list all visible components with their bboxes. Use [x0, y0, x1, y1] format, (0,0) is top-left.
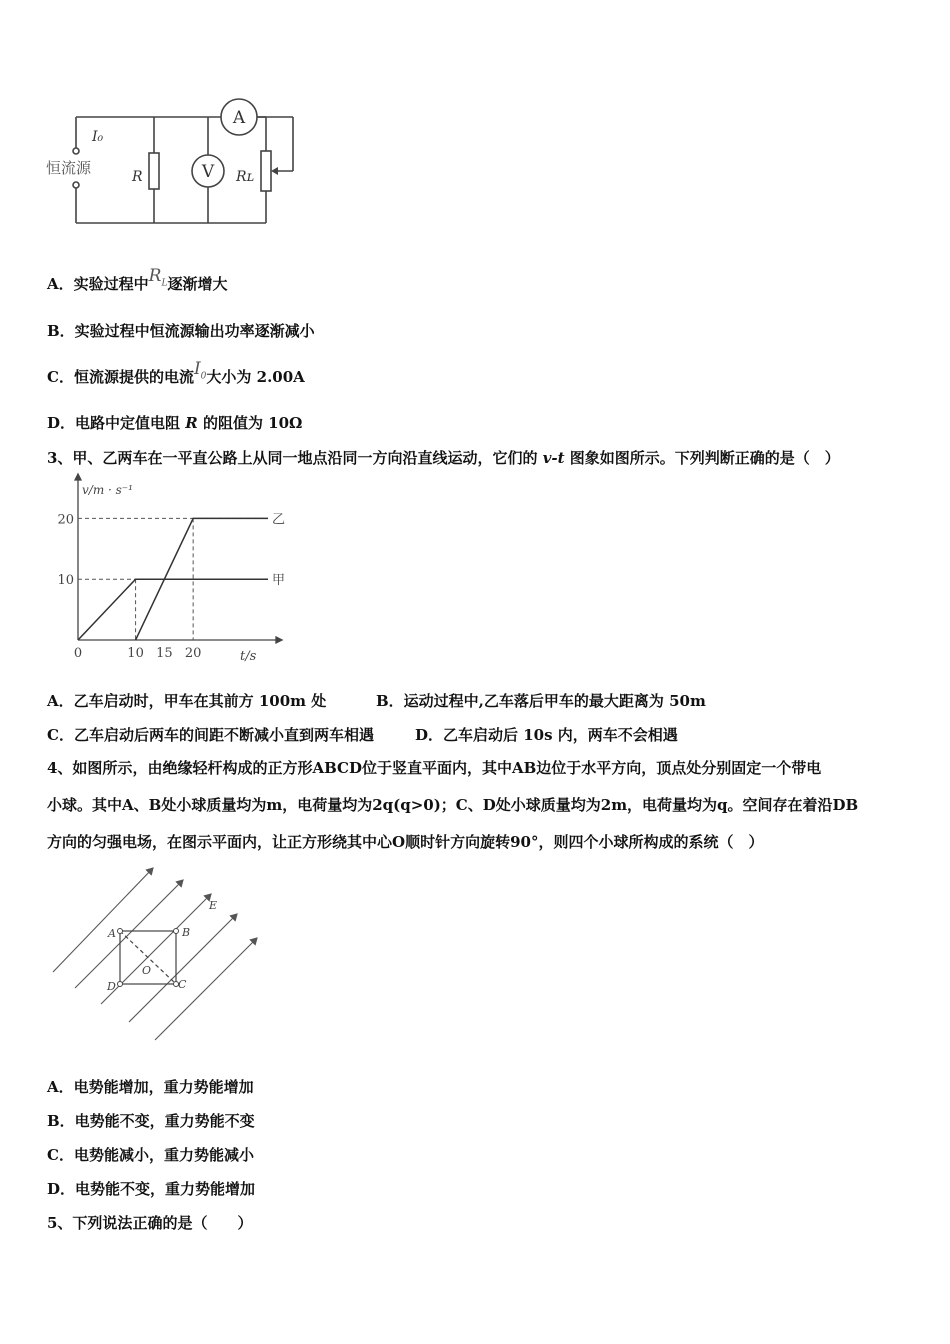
rl-symbol: $R_L$	[148, 266, 168, 289]
vertex-a-label: A	[108, 927, 116, 940]
voltmeter-label: V	[201, 162, 215, 182]
ammeter-label: A	[232, 108, 246, 128]
series-line-jia	[78, 579, 268, 640]
i0-symbol: $I_0$	[193, 359, 207, 382]
q3-option-a[interactable]: A．乙车启动时，甲车在其前方 100m 处	[47, 692, 327, 710]
resistor-r-label: R	[132, 169, 143, 185]
q3-option-d[interactable]: D．乙车启动后 10s 内，两车不会相遇	[415, 726, 678, 744]
x-tick-label: 10	[127, 646, 144, 661]
q4-option-d[interactable]: D．电势能不变，重力势能增加	[47, 1180, 256, 1198]
circuit-diagram	[40, 95, 310, 235]
q4-stem-line-1: 4、如图所示，由绝缘轻杆构成的正方形ABCD位于竖直平面内，其中AB边位于水平方向，顶点处分别固定一个带电	[47, 759, 822, 777]
x-tick-label: 20	[184, 646, 202, 661]
y-axis-label: v/m · s⁻¹	[82, 483, 133, 497]
y-tick-label: 10	[57, 573, 74, 589]
q3-stem: 3、甲、乙两车在一平直公路上从同一地点沿同一方向沿直线运动，它们的 v-t 图象如图所示。下列判断正确的是（ ）	[47, 449, 840, 467]
field-e-label: E	[209, 899, 218, 912]
q3-option-c[interactable]: C．乙车启动后两车的间距不断减小直到两车相遇	[47, 726, 374, 744]
vt-chart	[40, 478, 286, 668]
x-tick-label: 15	[156, 646, 173, 661]
resistor-rl-label: Rʟ	[236, 169, 255, 185]
x-tick-label: 0	[73, 646, 83, 661]
q4-stem-line-2: 小球。其中A、B处小球质量均为m，电荷量均为2q(q>0)；C、D处小球质量均为2m，电荷量均为q。空间存在着沿DB	[47, 796, 859, 814]
source-label: 恒流源	[46, 159, 92, 177]
q5-stem: 5、下列说法正确的是（ ）	[47, 1214, 253, 1232]
vertex-d-label: D	[107, 980, 116, 993]
y-axis-arrow	[75, 474, 81, 480]
x-axis-arrow	[276, 637, 282, 643]
q3-option-b[interactable]: B．运动过程中,乙车落后甲车的最大距离为 50m	[376, 692, 706, 710]
q4-option-a[interactable]: A．电势能增加，重力势能增加	[47, 1078, 254, 1096]
center-o-label: O	[142, 964, 152, 977]
series-label: 乙	[272, 512, 286, 528]
current-label: I₀	[92, 129, 104, 145]
square-field-diagram	[45, 862, 275, 1047]
q4-option-c[interactable]: C．电势能减小，重力势能减小	[47, 1146, 254, 1164]
vertex-c-label: C	[178, 978, 187, 991]
q2-option-b[interactable]: B．实验过程中恒流源输出功率逐渐减小	[47, 322, 315, 340]
q2-option-a[interactable]: A．实验过程中$R_L$逐渐增大	[47, 266, 228, 293]
q4-stem-line-3: 方向的匀强电场，在图示平面内，让正方形绕其中心O顺时针方向旋转90°，则四个小球所构成的系统（ ）	[47, 833, 764, 851]
y-tick-label: 20	[57, 512, 74, 528]
series-label: 甲	[272, 573, 286, 589]
q4-option-b[interactable]: B．电势能不变，重力势能不变	[47, 1112, 255, 1130]
q4-stem	[47, 750, 909, 861]
vertex-b-label: B	[182, 926, 191, 939]
x-axis-label: t/s	[240, 649, 257, 664]
q2-option-d[interactable]: D．电路中定值电阻 R 的阻值为 10Ω	[47, 414, 303, 432]
q2-option-c[interactable]: C．恒流源提供的电流$I_0$大小为 2.00A	[47, 359, 305, 386]
